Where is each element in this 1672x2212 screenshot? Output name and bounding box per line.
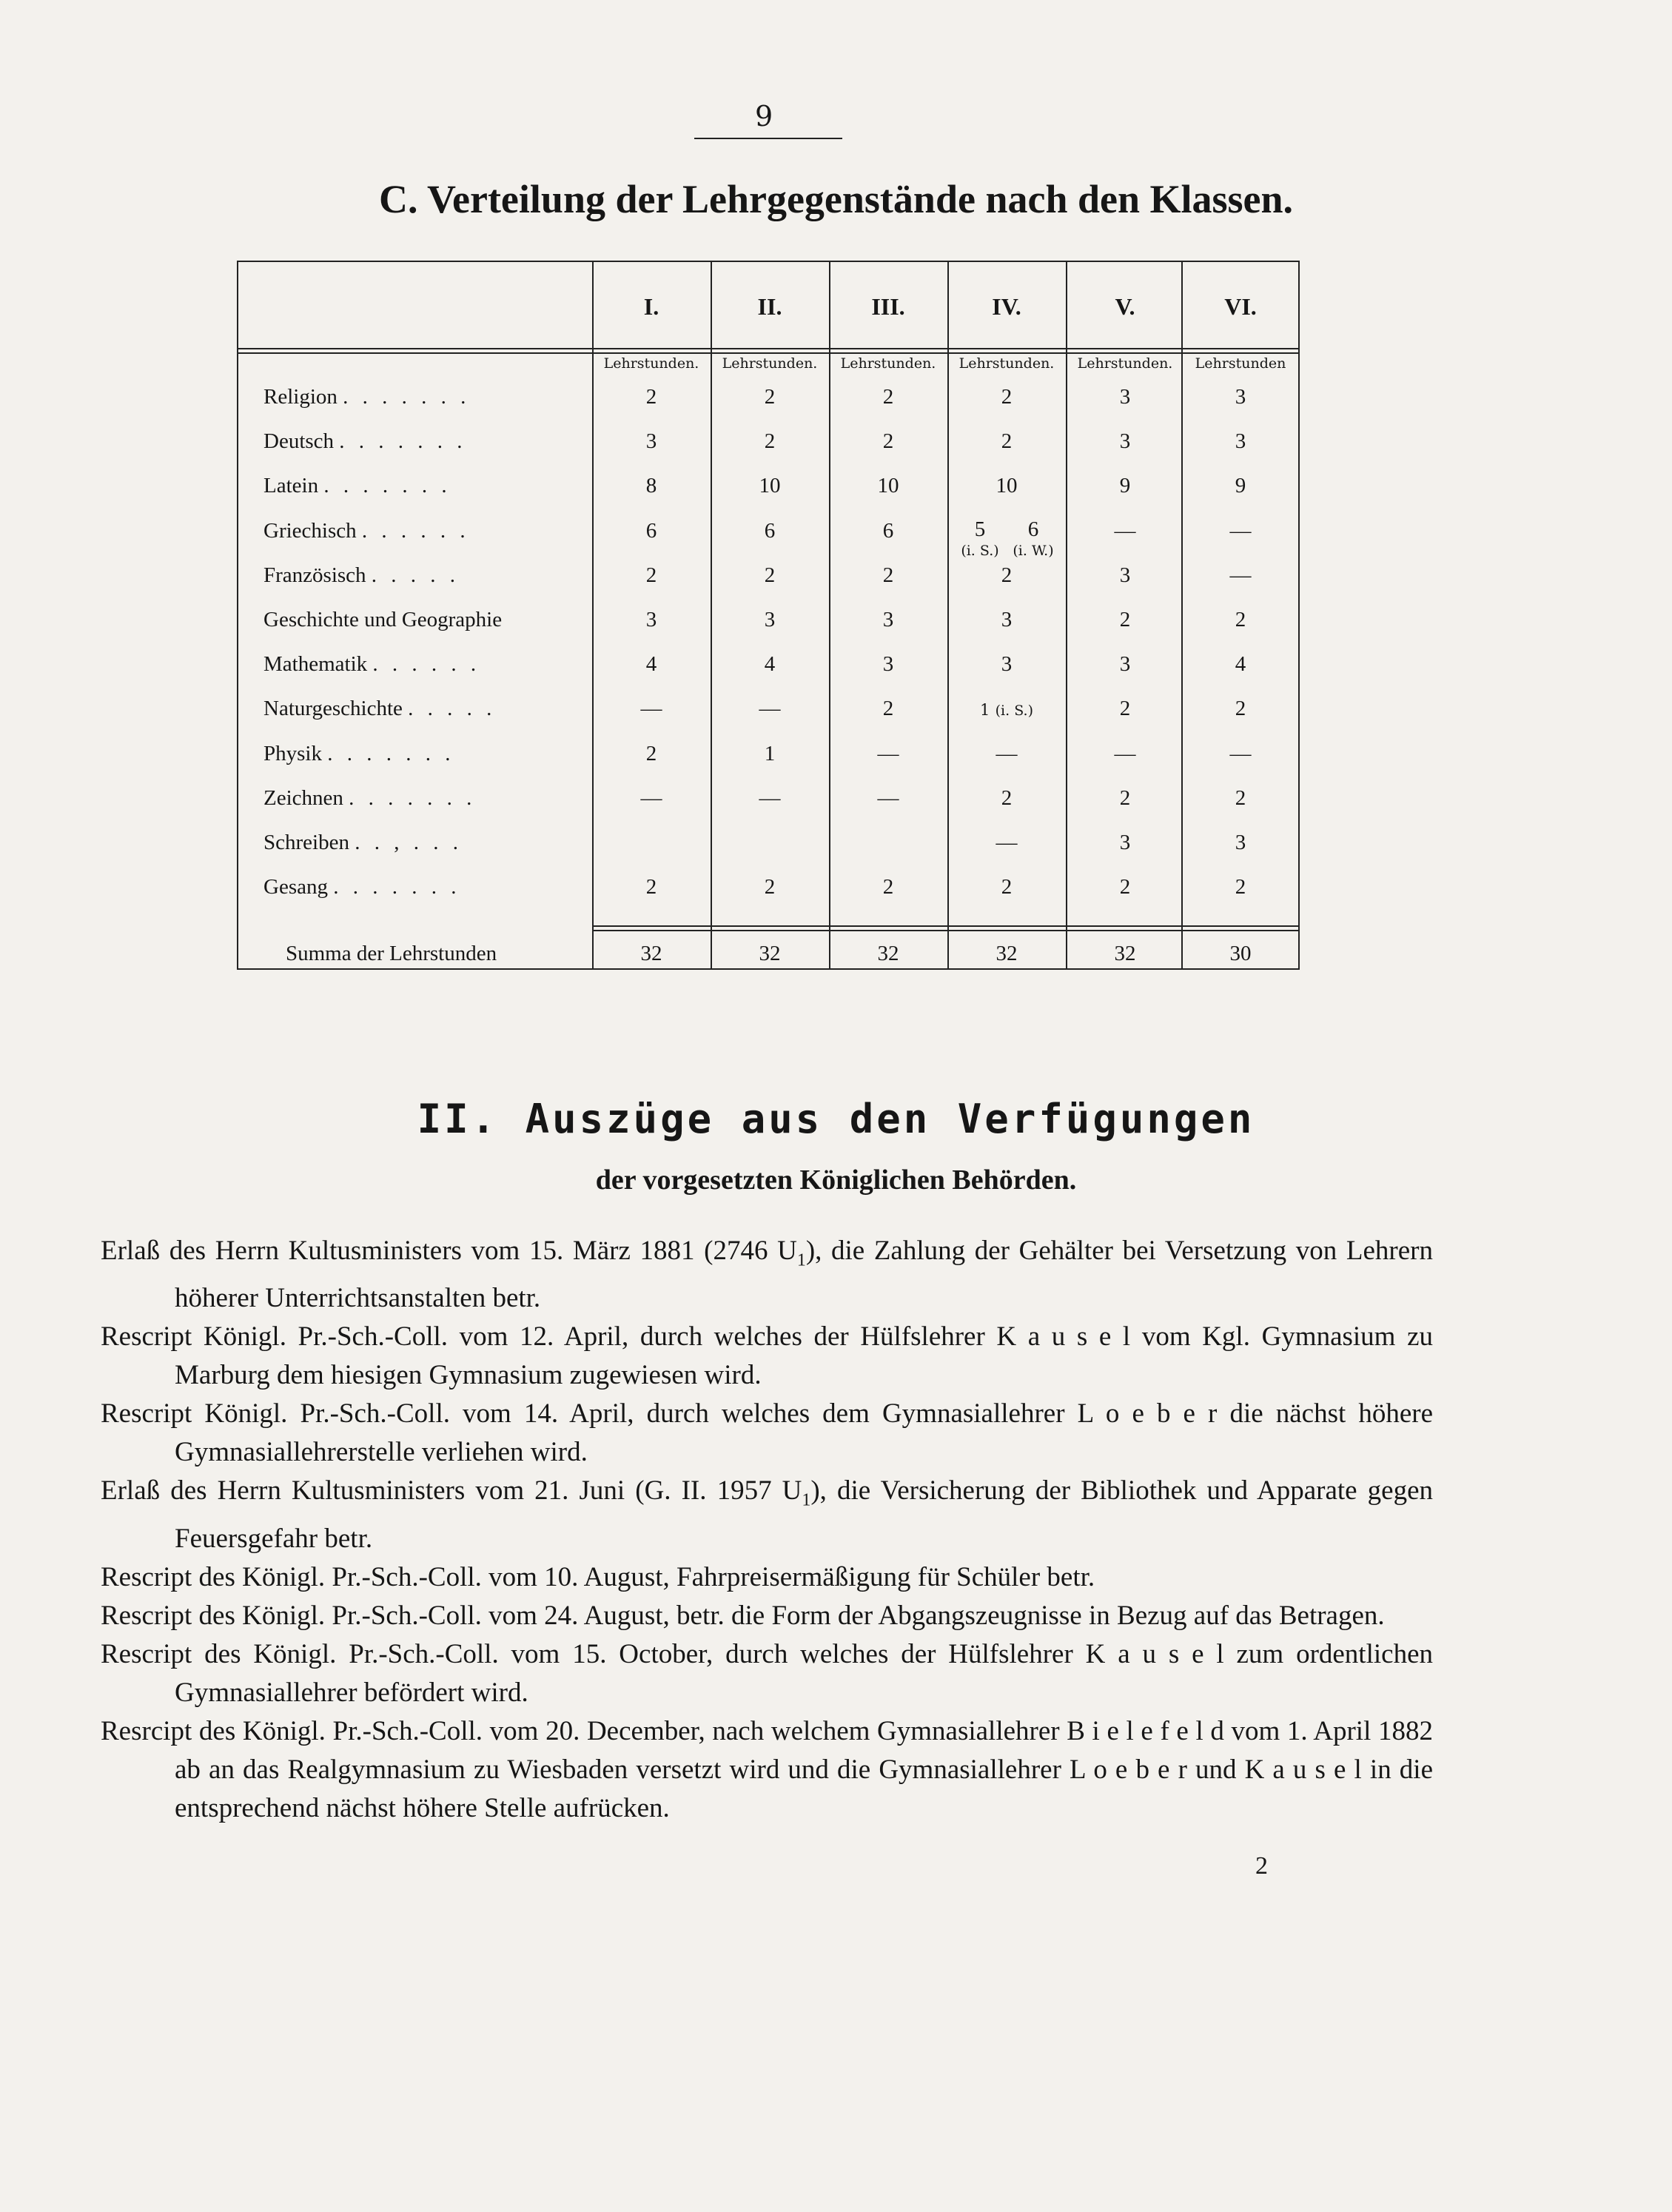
table-cell: 9 bbox=[1119, 474, 1131, 498]
table-cell: 3 bbox=[1001, 608, 1013, 631]
subject-name: Schreiben bbox=[263, 831, 349, 854]
subject-name: Religion bbox=[263, 385, 338, 409]
table-cell: 2 bbox=[645, 875, 657, 899]
header-rule bbox=[237, 348, 1300, 349]
subject-name: Naturgeschichte bbox=[263, 697, 403, 721]
leader-dots: . . . . . bbox=[371, 563, 460, 587]
leader-dots: . . , . . . bbox=[355, 831, 463, 854]
signature-mark: 2 bbox=[1255, 1852, 1268, 1880]
leader-dots: . . . . . . . bbox=[333, 875, 461, 899]
decree-subscript: 1 bbox=[802, 1490, 811, 1510]
table-cell: — bbox=[1114, 741, 1136, 765]
sum-cell: 32 bbox=[640, 942, 662, 965]
table-cell: 2 bbox=[882, 563, 894, 587]
decree-text: Erlaß des Herrn Kultusministers vom 15. März 1881 (2746 U bbox=[101, 1236, 797, 1266]
unit-header: Lehrstunden. bbox=[722, 355, 818, 372]
table-cell: 2 bbox=[1001, 429, 1013, 454]
leader-dots: . . . . . . . bbox=[349, 785, 477, 810]
table-cell: 2 bbox=[764, 563, 776, 587]
table-cell: 3 bbox=[1119, 831, 1131, 854]
table-cell: 9 bbox=[1235, 474, 1246, 498]
table-cell: 8 bbox=[645, 474, 657, 498]
subject-label bbox=[263, 831, 463, 855]
header-rule bbox=[237, 352, 1300, 354]
decree-entry bbox=[101, 1318, 1433, 1395]
table-cell: — bbox=[640, 697, 662, 721]
subject-label bbox=[263, 786, 476, 811]
decree-entry bbox=[101, 1472, 1433, 1558]
table-cell: 2 bbox=[882, 429, 894, 454]
table-cell: 2 bbox=[1235, 608, 1246, 631]
sum-rule bbox=[592, 925, 1300, 927]
leader-dots: . . . . . . . bbox=[327, 741, 455, 765]
table-cell: 2 bbox=[764, 875, 776, 899]
decree-text: Rescript Königl. Pr.-Sch.-Coll. vom 12. April, durch welches der Hülfslehrer K a u s e l vom Kgl. Gymnasium zu Marburg dem hiesigen Gymnasium zugewiesen wird. bbox=[101, 1321, 1433, 1391]
table-cell: 5 bbox=[974, 517, 986, 541]
table-cell: 4 bbox=[1235, 652, 1246, 677]
decree-text: Rescript Königl. Pr.-Sch.-Coll. vom 14. April, durch welches dem Gymnasiallehrer L o e b e r die nächst höhere Gymnasiallehrerstelle verliehen wird. bbox=[101, 1398, 1433, 1468]
table-cell: 2 bbox=[1119, 697, 1131, 721]
table-cell: 2 bbox=[1235, 785, 1246, 810]
sum-cell: 32 bbox=[877, 942, 899, 965]
subject-label bbox=[263, 875, 460, 899]
cell-note: (i. S.) bbox=[961, 542, 999, 559]
table-cell: 3 bbox=[1119, 385, 1131, 409]
table-cell: 2 bbox=[645, 563, 657, 587]
unit-header: Lehrstunden. bbox=[1077, 355, 1173, 372]
table-cell: 2 bbox=[1235, 697, 1246, 721]
table-cell: — bbox=[1114, 518, 1136, 543]
table-cell: 2 bbox=[1119, 875, 1131, 899]
subject-label bbox=[263, 429, 467, 454]
decree-text: Erlaß des Herrn Kultusministers vom 21. Juni (G. II. 1957 U bbox=[101, 1475, 802, 1506]
class-header: VI. bbox=[1224, 293, 1257, 320]
table-cell: — bbox=[640, 785, 662, 810]
section-c-title: C. Verteilung der Lehrgegenstände nach den Klassen. bbox=[378, 177, 1294, 221]
table-cell: — bbox=[996, 831, 1018, 854]
subject-label bbox=[263, 742, 454, 766]
subject-name: Französisch bbox=[263, 563, 366, 587]
decree-text: Resrcipt des Königl. Pr.-Sch.-Coll. vom 20. December, nach welchem Gymnasiallehrer B i e l e f e l d vom 1. April 1882 ab an das Realgymnasium zu Wiesbaden versetzt wird und die Gymnasiallehrer L o e b e r und K a u s e l in die entsprechend nächst höhere Stelle aufrücken. bbox=[101, 1715, 1433, 1823]
table-cell: 3 bbox=[1235, 385, 1246, 409]
table-cell bbox=[947, 697, 1066, 721]
table-cell: 3 bbox=[645, 429, 657, 454]
table-cell: 3 bbox=[645, 608, 657, 631]
table-cell: 2 bbox=[764, 429, 776, 454]
cell-note: (i. S.) bbox=[995, 703, 1033, 720]
subject-label bbox=[263, 608, 502, 632]
table-cell: 2 bbox=[1001, 785, 1013, 810]
section-ii-subtitle: der vorgesetzten Königlichen Behörden. bbox=[595, 1164, 1077, 1196]
subject-label bbox=[263, 563, 460, 588]
table-cell: — bbox=[759, 785, 781, 810]
table-cell: 6 bbox=[645, 518, 657, 543]
table-cell: — bbox=[877, 741, 899, 765]
table-cell: 2 bbox=[764, 385, 776, 409]
table-cell: 2 bbox=[882, 697, 894, 721]
class-header: III. bbox=[871, 293, 905, 320]
subject-label bbox=[263, 652, 480, 677]
section-ii-title: II. Auszüge aus den Verfügungen bbox=[417, 1096, 1255, 1142]
class-header: II. bbox=[757, 293, 782, 320]
table-cell: 3 bbox=[882, 652, 894, 677]
table-cell: 10 bbox=[759, 474, 781, 498]
table-cell: 3 bbox=[1119, 563, 1131, 587]
table-cell: — bbox=[1229, 563, 1252, 587]
decree-subscript: 1 bbox=[796, 1250, 806, 1270]
table-cell: 4 bbox=[764, 652, 776, 677]
leader-dots: . . . . . . . bbox=[339, 429, 467, 454]
table-cell: 2 bbox=[1119, 785, 1131, 810]
table-cell: 2 bbox=[882, 385, 894, 409]
table-cell: — bbox=[877, 785, 899, 810]
subject-name: Geschichte und Geographie bbox=[263, 608, 503, 631]
table-cell: 2 bbox=[645, 385, 657, 409]
table-cell: 6 bbox=[1027, 517, 1039, 541]
table-cell: — bbox=[759, 697, 781, 721]
decree-entry bbox=[101, 1558, 1433, 1597]
sum-cell: 30 bbox=[1229, 942, 1252, 965]
subject-name: Griechisch bbox=[263, 518, 357, 543]
page-number-rule bbox=[694, 138, 842, 139]
decree-entry bbox=[101, 1597, 1433, 1635]
table-cell: 4 bbox=[645, 652, 657, 677]
subject-label bbox=[263, 385, 470, 409]
subject-label bbox=[263, 697, 496, 721]
table-cell: — bbox=[996, 741, 1018, 765]
unit-header: Lehrstunden. bbox=[603, 355, 699, 372]
table-cell: 6 bbox=[882, 518, 894, 543]
table-cell: 1 bbox=[764, 741, 776, 765]
table-cell: 3 bbox=[882, 608, 894, 631]
decree-text: ), die Zahlung der Gehälter bei Versetzung von Lehrern höherer Unterrichtsanstalten betr. bbox=[175, 1236, 1433, 1314]
subject-name: Zeichnen bbox=[263, 785, 343, 810]
lesson-distribution-table bbox=[237, 261, 1300, 970]
table-cell: 2 bbox=[1235, 875, 1246, 899]
table-cell: 2 bbox=[1001, 563, 1013, 587]
sum-cell: 32 bbox=[996, 942, 1018, 965]
table-cell: 2 bbox=[882, 875, 894, 899]
decree-text: Rescript des Königl. Pr.-Sch.-Coll. vom 10. August, Fahrpreisermäßigung für Schüler betr. bbox=[101, 1561, 1095, 1592]
table-cell: 3 bbox=[1235, 429, 1246, 454]
subject-name: Deutsch bbox=[263, 429, 335, 454]
table-cell: 2 bbox=[645, 741, 657, 765]
sum-label: Summa der Lehrstunden bbox=[286, 942, 497, 965]
subject-label bbox=[263, 519, 470, 543]
leader-dots: . . . . . . . bbox=[323, 474, 451, 498]
leader-dots: . . . . . . bbox=[361, 518, 470, 543]
subject-name: Physik bbox=[263, 741, 322, 765]
table-cell: 3 bbox=[1119, 652, 1131, 677]
decree-text: Rescript des Königl. Pr.-Sch.-Coll. vom 24. August, betr. die Form der Abgangszeugnisse in Bezug auf das Betragen. bbox=[101, 1600, 1385, 1631]
decree-entry bbox=[101, 1635, 1433, 1712]
class-header: V. bbox=[1115, 293, 1135, 320]
decree-entry bbox=[101, 1712, 1433, 1828]
sum-rule bbox=[592, 930, 1300, 931]
unit-header: Lehrstunden. bbox=[958, 355, 1055, 372]
table-cell: — bbox=[1229, 518, 1252, 543]
class-header: IV. bbox=[992, 293, 1021, 320]
sum-cell: 32 bbox=[759, 942, 781, 965]
leader-dots: . . . . . . bbox=[372, 652, 481, 677]
table-cell: 2 bbox=[1001, 875, 1013, 899]
page-number: 9 bbox=[755, 100, 773, 133]
decree-text: Rescript des Königl. Pr.-Sch.-Coll. vom 15. October, durch welches der Hülfslehrer K a u s e l zum ordentlichen Gymnasiallehrer befördert wird. bbox=[101, 1638, 1433, 1708]
cell-value: 1 bbox=[980, 701, 990, 720]
table-cell: 10 bbox=[877, 474, 899, 498]
table-cell: 10 bbox=[996, 474, 1018, 498]
class-header: I. bbox=[643, 293, 659, 320]
leader-dots: . . . . . . . bbox=[343, 385, 471, 409]
decree-list bbox=[101, 1232, 1433, 1828]
subject-name: Mathematik bbox=[263, 652, 368, 677]
subject-name: Latein bbox=[263, 474, 319, 498]
table-cell: 3 bbox=[1235, 831, 1246, 854]
table-cell: 6 bbox=[764, 518, 776, 543]
decree-text: ), die Versicherung der Bibliothek und Apparate gegen Feuersgefahr betr. bbox=[175, 1475, 1433, 1554]
leader-dots: . . . . . bbox=[408, 697, 497, 721]
subject-name: Gesang bbox=[263, 875, 328, 899]
table-cell: 3 bbox=[1001, 652, 1013, 677]
table-cell: 2 bbox=[1001, 385, 1013, 409]
cell-note: (i. W.) bbox=[1013, 542, 1054, 559]
decree-entry bbox=[101, 1395, 1433, 1472]
table-cell: 3 bbox=[764, 608, 776, 631]
unit-header: Lehrstunden. bbox=[840, 355, 936, 372]
unit-header: Lehrstunden bbox=[1195, 355, 1286, 372]
subject-label bbox=[263, 474, 451, 498]
table-cell: 2 bbox=[1119, 608, 1131, 631]
table-cell: — bbox=[1229, 741, 1252, 765]
decree-entry bbox=[101, 1232, 1433, 1318]
sum-cell: 32 bbox=[1114, 942, 1136, 965]
table-cell: 3 bbox=[1119, 429, 1131, 454]
